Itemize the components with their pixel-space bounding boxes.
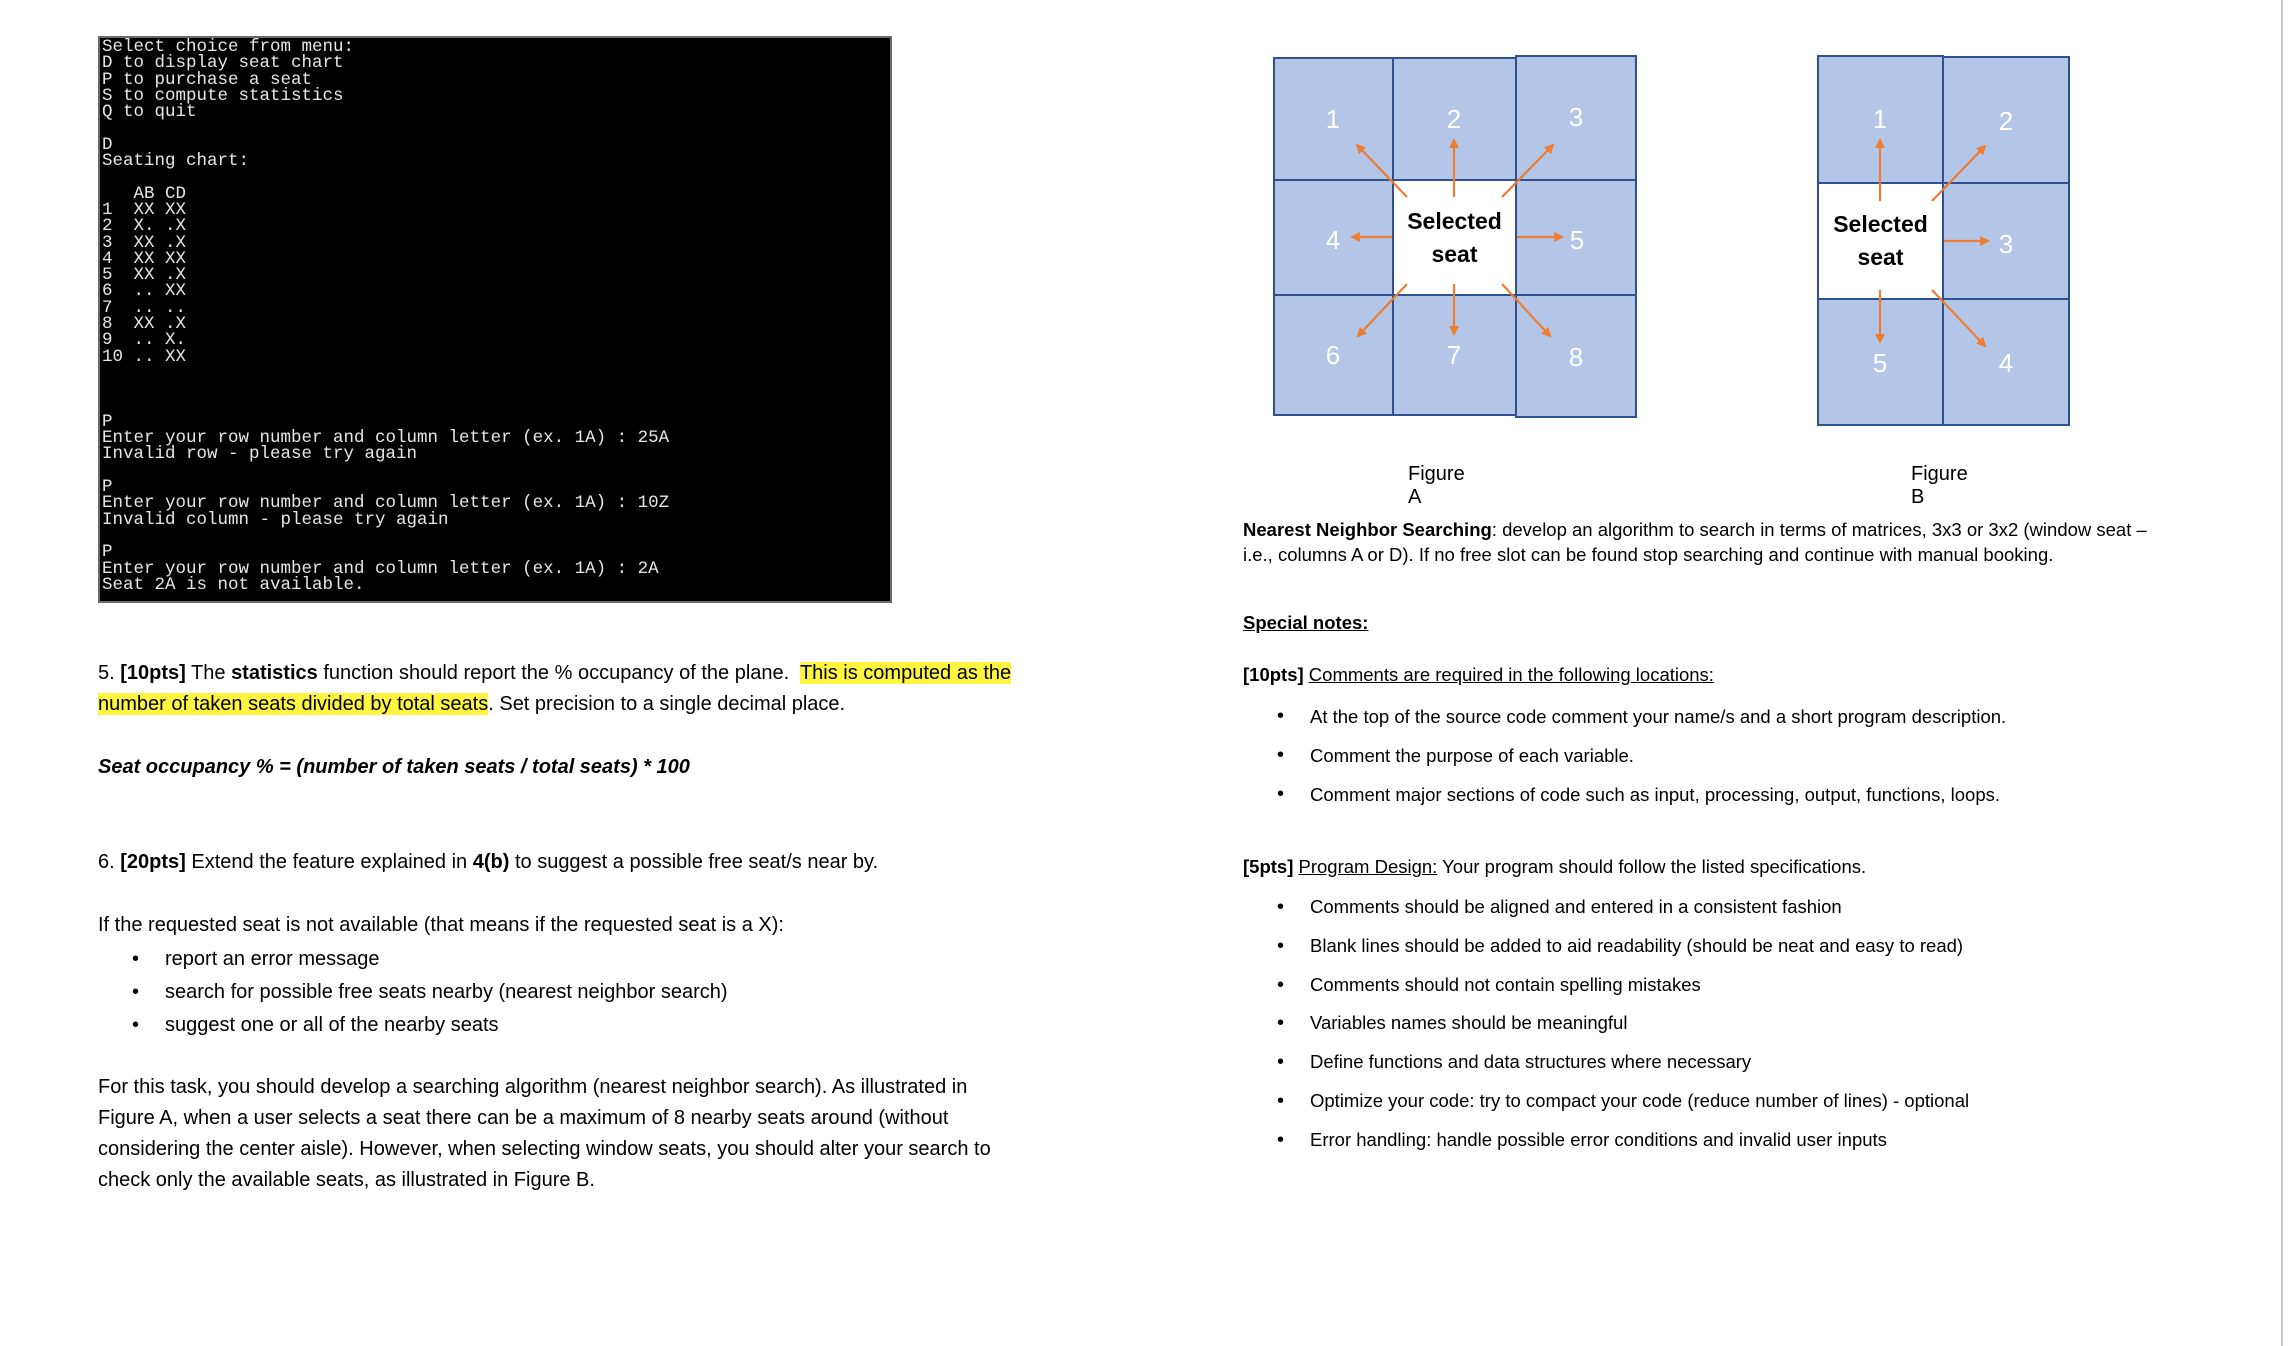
list-item: • Variables names should be meaningful	[1310, 1004, 1969, 1043]
q6-paragraph-line: Figure A, when a user selects a seat there can be a maximum of 8 nearby seats around (without	[98, 1107, 949, 1129]
q6-paragraph-line: check only the available seats, as illustrated in Figure B.	[98, 1169, 595, 1191]
q5-formula: Seat occupancy % = (number of taken seats / total seats) * 100	[98, 756, 690, 778]
console-output: Select choice from menu: D to display seat chart P to purchase a seat S to compute statistics Q to quit D Seating chart: AB CD 1 XX XX 2 X. .X 3 XX .X 4 XX XX 5 XX .X 6 .. XX 7 .. .. 8 XX .X 9 .. X. 10 .. XX P Enter your row number and column letter (ex. 1A) : 25A Invalid row - please try again P Enter your row number and column letter (ex. 1A) : 10Z Invalid column - please try again P Enter your row number and column letter (ex. 1A) : 2A Seat 2A is not available.	[102, 37, 670, 595]
seat-number: 1	[1872, 104, 1888, 134]
selected-seat-label-2: seat	[1431, 240, 1478, 267]
comments-list	[1310, 697, 2006, 814]
seat-number: 6	[1325, 340, 1341, 370]
seat-number: 7	[1446, 340, 1462, 370]
list-item: • Optimize your code: try to compact your code (reduce number of lines) - optional	[1310, 1082, 1969, 1121]
list-item: • report an error message	[165, 943, 728, 976]
design-heading	[1243, 851, 1866, 882]
q6-points: [20pts]	[120, 851, 186, 873]
list-item: • Comment major sections of code such as input, processing, output, functions, loops.	[1310, 775, 2006, 814]
special-notes-title: Special notes:	[1243, 612, 1369, 633]
design-list	[1310, 888, 1969, 1160]
list-item: • Comments should not contain spelling mistakes	[1310, 966, 1969, 1005]
list-item: • Define functions and data structures where necessary	[1310, 1043, 1969, 1082]
q6-number: 6.	[98, 851, 115, 873]
design-text: Your program should follow the listed specifications.	[1437, 856, 1867, 877]
figure-a-caption: Figure A	[1408, 463, 1465, 508]
nearest-neighbor-text-2: i.e., columns A or D). If no free slot can be found stop searching and continue with manual booking.	[1243, 544, 2054, 565]
q6-paragraph-line: For this task, you should develop a searching algorithm (nearest neighbor search). As illustrated in	[98, 1076, 968, 1098]
selected-seat-label-1: Selected	[1833, 211, 1928, 237]
q5-number: 5.	[98, 662, 115, 684]
list-item: • Error handling: handle possible error conditions and invalid user inputs	[1310, 1121, 1969, 1160]
seat-number: 5	[1569, 225, 1585, 255]
list-item: • Comment the purpose of each variable.	[1310, 736, 2006, 775]
nearest-neighbor-paragraph	[1243, 517, 2147, 567]
seat-number: 3	[1998, 229, 2014, 259]
comments-points: [10pts]	[1243, 664, 1304, 685]
list-item: • At the top of the source code comment your name/s and a short program description.	[1310, 697, 2006, 736]
arrow-up-right	[1932, 146, 1985, 201]
q6-intro: If the requested seat is not available (that means if the requested seat is a X):	[98, 914, 784, 936]
seat-number: 3	[1568, 102, 1584, 132]
q5-text-2: function should report the % occupancy of the plane.	[323, 662, 790, 684]
seat-number: 4	[1998, 348, 2014, 378]
comments-heading	[1243, 659, 1714, 690]
nearest-neighbor-title: Nearest Neighbor Searching	[1243, 519, 1492, 540]
list-item: • Blank lines should be added to aid readability (should be neat and easy to read)	[1310, 927, 1969, 966]
selected-seat-label-1: Selected	[1407, 207, 1502, 234]
q5-keyword: statistics	[231, 662, 318, 684]
q6-reference: 4(b)	[472, 851, 510, 873]
list-item: • suggest one or all of the nearby seats	[165, 1009, 728, 1042]
selected-seat-label-2: seat	[1857, 244, 1904, 270]
q6-text-1: Extend the feature explained in	[191, 851, 468, 873]
q5-text-1: The	[191, 662, 226, 684]
seat-number: 1	[1325, 104, 1341, 134]
nearest-neighbor-text-1: : develop an algorithm to search in terms of matrices, 3x3 or 3x2 (window seat –	[1491, 519, 2147, 540]
list-item: • Comments should be aligned and entered in a consistent fashion	[1310, 888, 1969, 927]
q6-paragraph-line: considering the center aisle). However, when selecting window seats, you should alter your search to	[98, 1138, 991, 1160]
q5-text-3: . Set precision to a single decimal place.	[488, 693, 846, 715]
comments-title: Comments are required in the following locations:	[1308, 664, 1714, 685]
seat-number: 5	[1872, 348, 1888, 378]
seat-number: 8	[1568, 342, 1584, 372]
q5-points: [10pts]	[120, 662, 186, 684]
q5-highlight-2: number of taken seats divided by total seats	[98, 693, 489, 715]
q5-highlight-1: This is computed as the	[799, 662, 1012, 684]
design-points: [5pts]	[1243, 856, 1294, 877]
figure-b-caption: Figure B	[1911, 463, 1968, 508]
seat-number: 2	[1446, 104, 1462, 134]
design-title: Program Design:	[1298, 856, 1438, 877]
list-item: • search for possible free seats nearby (nearest neighbor search)	[165, 976, 728, 1009]
arrow-down-right	[1932, 290, 1985, 346]
seat-number: 2	[1998, 106, 2014, 136]
seat-number: 4	[1325, 225, 1341, 255]
q6-text-2: to suggest a possible free seat/s near by.	[514, 851, 879, 873]
